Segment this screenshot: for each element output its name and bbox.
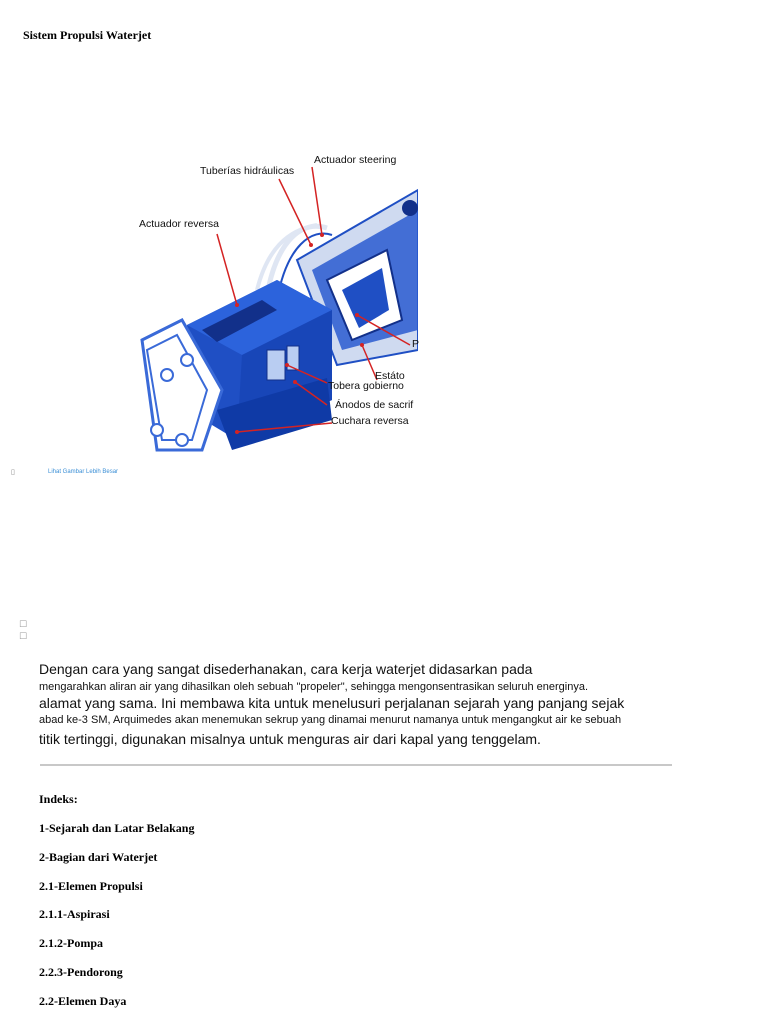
label-actuador-reversa: Actuador reversa <box>139 218 219 230</box>
index-item[interactable]: 2.2-Elemen Daya <box>39 994 127 1008</box>
paragraph-line: mengarahkan aliran air yang dihasilkan oleh sebuah "propeler", sehingga mengonsentrasikan seluruh energinya. <box>39 681 588 693</box>
checkbox-icon: ☐ <box>19 632 28 642</box>
label-tobera: Tobera gobierno <box>328 380 404 392</box>
index-item[interactable]: 2.1.1-Aspirasi <box>39 907 110 921</box>
waterjet-diagram <box>127 150 418 475</box>
label-tuberias: Tuberías hidráulicas <box>200 165 295 177</box>
label-estator: Estáto <box>375 370 405 382</box>
index-item[interactable]: 1-Sejarah dan Latar Belakang <box>39 821 195 835</box>
index-item[interactable]: 2.2.3-Pendorong <box>39 965 123 979</box>
label-actuador-steering: Actuador steering <box>314 154 397 166</box>
index-heading: Indeks: <box>39 792 78 806</box>
divider <box>40 764 672 766</box>
paragraph-line: abad ke-3 SM, Arquimedes akan menemukan sekrup yang dinamai menurut namanya untuk mengangkut air ke sebuah <box>39 714 622 726</box>
index-item[interactable]: 2.1.2-Pompa <box>39 936 103 950</box>
label-cuchara: Cuchara reversa <box>331 415 409 427</box>
paragraph-line: Dengan cara yang sangat disederhanakan, cara kerja waterjet didasarkan pada <box>39 661 533 677</box>
index-item[interactable]: 2-Bagian dari Waterjet <box>39 850 158 864</box>
label-p: P <box>412 338 420 350</box>
label-anodos: Ánodos de sacrif <box>335 399 414 411</box>
document-title: Sistem Propulsi Waterjet <box>23 28 152 42</box>
index-item[interactable]: 2.1-Elemen Propulsi <box>39 879 143 893</box>
view-larger-link[interactable]: Lihat Gambar Lebih Besar <box>48 469 119 475</box>
paragraph-line: titik tertinggi, digunakan misalnya untuk menguras air dari kapal yang tenggelam. <box>39 731 541 747</box>
paragraph-line: alamat yang sama. Ini membawa kita untuk menelusuri perjalanan sejarah yang panjang sejak <box>39 695 625 711</box>
checkbox-icon: ☐ <box>19 620 28 630</box>
image-placeholder-icon: ▯ <box>11 468 15 476</box>
